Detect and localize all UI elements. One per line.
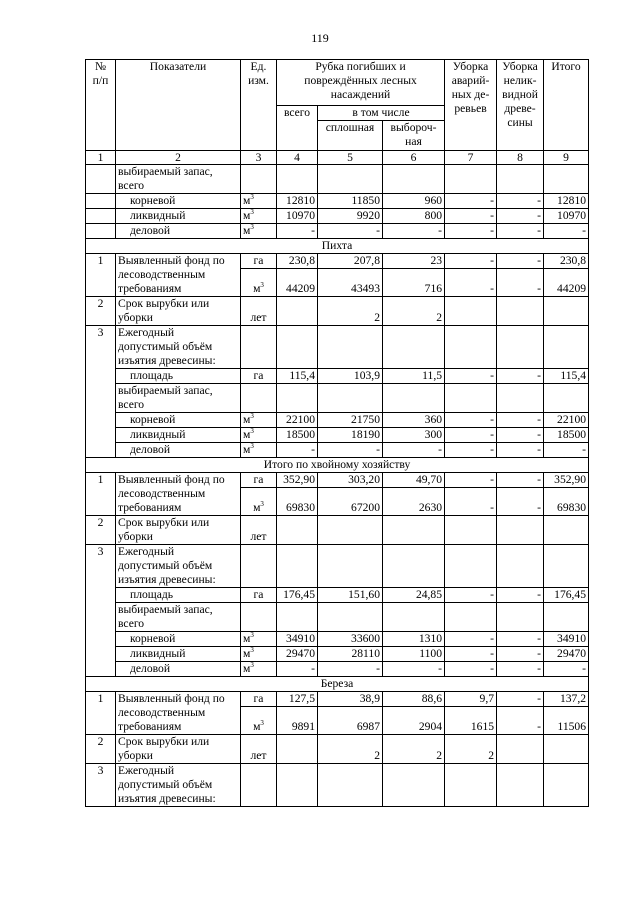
cell: - xyxy=(497,254,544,269)
header-total-sub: всего xyxy=(277,106,318,151)
row-label: Срок вырубки или уборки xyxy=(116,516,241,545)
col-num: 8 xyxy=(497,151,544,165)
cell: 33600 xyxy=(318,632,383,647)
cell: - xyxy=(445,473,497,488)
col-num: 1 xyxy=(86,151,116,165)
row-index: 3 xyxy=(86,326,116,458)
cell: - xyxy=(497,588,544,603)
row-index: 2 xyxy=(86,735,116,764)
header-emergency: Уборка аварий-ных де-ревьев xyxy=(445,60,497,151)
row-label: Выявленный фонд по лесоводственным требованиям xyxy=(116,692,241,735)
cell xyxy=(277,297,318,326)
section-title-birch: Береза xyxy=(86,677,589,692)
unit: га xyxy=(241,254,277,269)
cell xyxy=(445,297,497,326)
table-row xyxy=(86,588,589,603)
header-selective: выбороч- ная xyxy=(383,121,445,151)
cell: 207,8 xyxy=(318,254,383,269)
cell: - xyxy=(497,369,544,384)
row-index: 1 xyxy=(86,692,116,735)
table-row xyxy=(86,692,589,707)
row-label: площадь xyxy=(116,588,241,603)
cell: 9,7 xyxy=(445,692,497,707)
table-row xyxy=(86,764,589,807)
cell: 352,90 xyxy=(277,473,318,488)
cell: 24,85 xyxy=(383,588,445,603)
cell: 2 xyxy=(318,735,383,764)
cell: - xyxy=(318,662,383,677)
cell: - xyxy=(445,194,497,209)
cell: 11850 xyxy=(318,194,383,209)
cell: 2630 xyxy=(383,488,445,516)
table-row: $м^3$ 9891 6987 2904 1615 - 11506 xyxy=(86,707,589,735)
cell: - xyxy=(497,194,544,209)
cell: 300 xyxy=(383,428,445,443)
cell: - xyxy=(544,662,589,677)
cell: 11,5 xyxy=(383,369,445,384)
section-row xyxy=(86,239,589,254)
cell: 88,6 xyxy=(383,692,445,707)
cell: - xyxy=(544,224,589,239)
row-label: ликвидный xyxy=(116,428,241,443)
cell: 29470 xyxy=(277,647,318,662)
cell: 18500 xyxy=(544,428,589,443)
table-row: корневой $м^3$ 34910 33600 1310 - - 34910 xyxy=(86,632,589,647)
cell: 2904 xyxy=(383,707,445,735)
table-row: деловой $м^3$ - - - - - - xyxy=(86,443,589,458)
cell: 2 xyxy=(383,297,445,326)
cell: - xyxy=(318,443,383,458)
cell: 44209 xyxy=(277,269,318,297)
table-row: деловой $м^3$ - - - - - - xyxy=(86,224,589,239)
row-index: 3 xyxy=(86,545,116,677)
cell: 10970 xyxy=(544,209,589,224)
row-index: 1 xyxy=(86,473,116,516)
cell xyxy=(277,516,318,545)
row-label: Ежегодный допустимый объём изъятия древесины: xyxy=(116,764,241,807)
cell: - xyxy=(445,428,497,443)
cell: 21750 xyxy=(318,413,383,428)
header-indicators: Показатели xyxy=(116,60,241,151)
row-label: Срок вырубки или уборки xyxy=(116,297,241,326)
row-label: выбираемый запас, всего xyxy=(116,603,241,632)
col-num: 5 xyxy=(318,151,383,165)
cell: - xyxy=(277,443,318,458)
cell: 69830 xyxy=(544,488,589,516)
cell: 9920 xyxy=(318,209,383,224)
header-including: в том числе xyxy=(318,106,445,121)
header-unit: Ед. изм. xyxy=(241,60,277,151)
unit: га xyxy=(241,369,277,384)
cell: 12810 xyxy=(277,194,318,209)
cell: - xyxy=(497,488,544,516)
cell: 176,45 xyxy=(277,588,318,603)
cell xyxy=(318,516,383,545)
row-label: площадь xyxy=(116,369,241,384)
unit: лет xyxy=(241,516,277,545)
table-row: ликвидный $м^3$ 29470 28110 1100 - - 29470 xyxy=(86,647,589,662)
cell: 115,4 xyxy=(544,369,589,384)
cell: 2 xyxy=(383,735,445,764)
section-title-coniferous: Итого по хвойному хозяйству xyxy=(86,458,589,473)
cell: 44209 xyxy=(544,269,589,297)
table-row: ликвидный $м^3$ 18500 18190 300 - - 18500 xyxy=(86,428,589,443)
cell: - xyxy=(497,692,544,707)
cell: - xyxy=(383,443,445,458)
cell: 127,5 xyxy=(277,692,318,707)
cell: - xyxy=(318,224,383,239)
table-row xyxy=(86,603,589,632)
cell: 176,45 xyxy=(544,588,589,603)
cell: - xyxy=(445,647,497,662)
unit: га xyxy=(241,588,277,603)
row-label: выбираемый запас, всего xyxy=(116,165,241,194)
cell: 716 xyxy=(383,269,445,297)
cell: - xyxy=(445,254,497,269)
cell: 43493 xyxy=(318,269,383,297)
row-label: корневой xyxy=(116,632,241,647)
cell: - xyxy=(445,488,497,516)
cell: - xyxy=(497,428,544,443)
table-row: $м^3$ 69830 67200 2630 - - 69830 xyxy=(86,488,589,516)
forest-felling-table xyxy=(85,59,589,807)
row-label: Ежегодный допустимый объём изъятия древесины: xyxy=(116,326,241,369)
cell: 28110 xyxy=(318,647,383,662)
cell: - xyxy=(497,473,544,488)
row-index: 3 xyxy=(86,764,116,807)
cell: - xyxy=(383,224,445,239)
cell: - xyxy=(445,209,497,224)
cell: - xyxy=(445,588,497,603)
cell: 18500 xyxy=(277,428,318,443)
table-row xyxy=(86,735,589,764)
table-row xyxy=(86,473,589,488)
row-label: деловой xyxy=(116,443,241,458)
cell: 34910 xyxy=(544,632,589,647)
cell: 22100 xyxy=(544,413,589,428)
row-label: ликвидный xyxy=(116,647,241,662)
cell xyxy=(544,297,589,326)
cell: - xyxy=(445,413,497,428)
cell: 360 xyxy=(383,413,445,428)
row-label: Ежегодный допустимый объём изъятия древесины: xyxy=(116,545,241,588)
cell: 2 xyxy=(445,735,497,764)
cell: 38,9 xyxy=(318,692,383,707)
col-num: 2 xyxy=(116,151,241,165)
cell: 2 xyxy=(318,297,383,326)
row-label: ликвидный xyxy=(116,209,241,224)
cell: - xyxy=(445,369,497,384)
cell xyxy=(383,516,445,545)
cell: 18190 xyxy=(318,428,383,443)
cell: 303,20 xyxy=(318,473,383,488)
cell xyxy=(445,516,497,545)
cell: - xyxy=(497,269,544,297)
col-num: 7 xyxy=(445,151,497,165)
cell: - xyxy=(445,443,497,458)
section-row xyxy=(86,458,589,473)
table-row: $м^3$ 44209 43493 716 - - 44209 xyxy=(86,269,589,297)
cell: 137,2 xyxy=(544,692,589,707)
header-felling: Рубка погибших и повреждённых лесных насаждений xyxy=(277,60,445,106)
header-itogo: Итого xyxy=(544,60,589,151)
cell: - xyxy=(497,413,544,428)
cell: 115,4 xyxy=(277,369,318,384)
row-label: деловой xyxy=(116,224,241,239)
cell: - xyxy=(445,632,497,647)
table-row: ликвидный $м^3$ 10970 9920 800 - - 10970 xyxy=(86,209,589,224)
cell: 1615 xyxy=(445,707,497,735)
cell: 69830 xyxy=(277,488,318,516)
row-label: корневой xyxy=(116,413,241,428)
row-index: 1 xyxy=(86,254,116,297)
row-label: Выявленный фонд по лесоводственным требованиям xyxy=(116,254,241,297)
unit: га xyxy=(241,473,277,488)
cell: 12810 xyxy=(544,194,589,209)
row-index: 2 xyxy=(86,516,116,545)
cell: - xyxy=(497,707,544,735)
header-num: № п/п xyxy=(86,60,116,151)
cell xyxy=(497,735,544,764)
cell: - xyxy=(544,443,589,458)
table-row xyxy=(86,384,589,413)
row-label: Срок вырубки или уборки xyxy=(116,735,241,764)
cell: - xyxy=(383,662,445,677)
cell: - xyxy=(277,662,318,677)
table-row xyxy=(86,326,589,369)
row-label: Выявленный фонд по лесоводственным требованиям xyxy=(116,473,241,516)
unit: га xyxy=(241,692,277,707)
table-row: деловой $м^3$ - - - - - - xyxy=(86,662,589,677)
unit: лет xyxy=(241,735,277,764)
cell: 29470 xyxy=(544,647,589,662)
cell: 1310 xyxy=(383,632,445,647)
cell xyxy=(544,735,589,764)
cell: - xyxy=(445,662,497,677)
cell: 960 xyxy=(383,194,445,209)
cell: - xyxy=(497,209,544,224)
cell: - xyxy=(497,662,544,677)
table-row: корневой $м^3$ 12810 11850 960 - - 12810 xyxy=(86,194,589,209)
section-row xyxy=(86,677,589,692)
col-num: 3 xyxy=(241,151,277,165)
cell: 23 xyxy=(383,254,445,269)
cell: 6987 xyxy=(318,707,383,735)
cell: 1100 xyxy=(383,647,445,662)
table-row: корневой $м^3$ 22100 21750 360 - - 22100 xyxy=(86,413,589,428)
row-label: деловой xyxy=(116,662,241,677)
cell xyxy=(277,735,318,764)
cell: - xyxy=(497,632,544,647)
cell: 49,70 xyxy=(383,473,445,488)
cell xyxy=(497,297,544,326)
row-index: 2 xyxy=(86,297,116,326)
cell: - xyxy=(445,269,497,297)
page-number: 119 xyxy=(311,31,329,45)
cell: 230,8 xyxy=(277,254,318,269)
table-row xyxy=(86,516,589,545)
header-nonliquid: Уборка нелик-видной древе-сины xyxy=(497,60,544,151)
cell: - xyxy=(497,224,544,239)
table-row xyxy=(86,165,589,194)
unit: лет xyxy=(241,297,277,326)
table-row xyxy=(86,254,589,269)
row-label: корневой xyxy=(116,194,241,209)
cell: - xyxy=(497,443,544,458)
col-num: 6 xyxy=(383,151,445,165)
header-clear: сплошная xyxy=(318,121,383,151)
cell: - xyxy=(497,647,544,662)
table-row xyxy=(86,297,589,326)
cell: - xyxy=(445,224,497,239)
row-label: выбираемый запас, всего xyxy=(116,384,241,413)
col-num: 9 xyxy=(544,151,589,165)
table-row xyxy=(86,369,589,384)
cell: - xyxy=(277,224,318,239)
cell: 230,8 xyxy=(544,254,589,269)
cell: 352,90 xyxy=(544,473,589,488)
column-numbers-row xyxy=(86,151,589,165)
cell: 34910 xyxy=(277,632,318,647)
section-title-fir: Пихта xyxy=(86,239,589,254)
cell: 9891 xyxy=(277,707,318,735)
cell: 103,9 xyxy=(318,369,383,384)
cell: 151,60 xyxy=(318,588,383,603)
cell: 800 xyxy=(383,209,445,224)
cell: 67200 xyxy=(318,488,383,516)
cell: 10970 xyxy=(277,209,318,224)
cell xyxy=(497,516,544,545)
cell xyxy=(544,516,589,545)
col-num: 4 xyxy=(277,151,318,165)
table-row xyxy=(86,545,589,588)
cell: 11506 xyxy=(544,707,589,735)
cell: 22100 xyxy=(277,413,318,428)
